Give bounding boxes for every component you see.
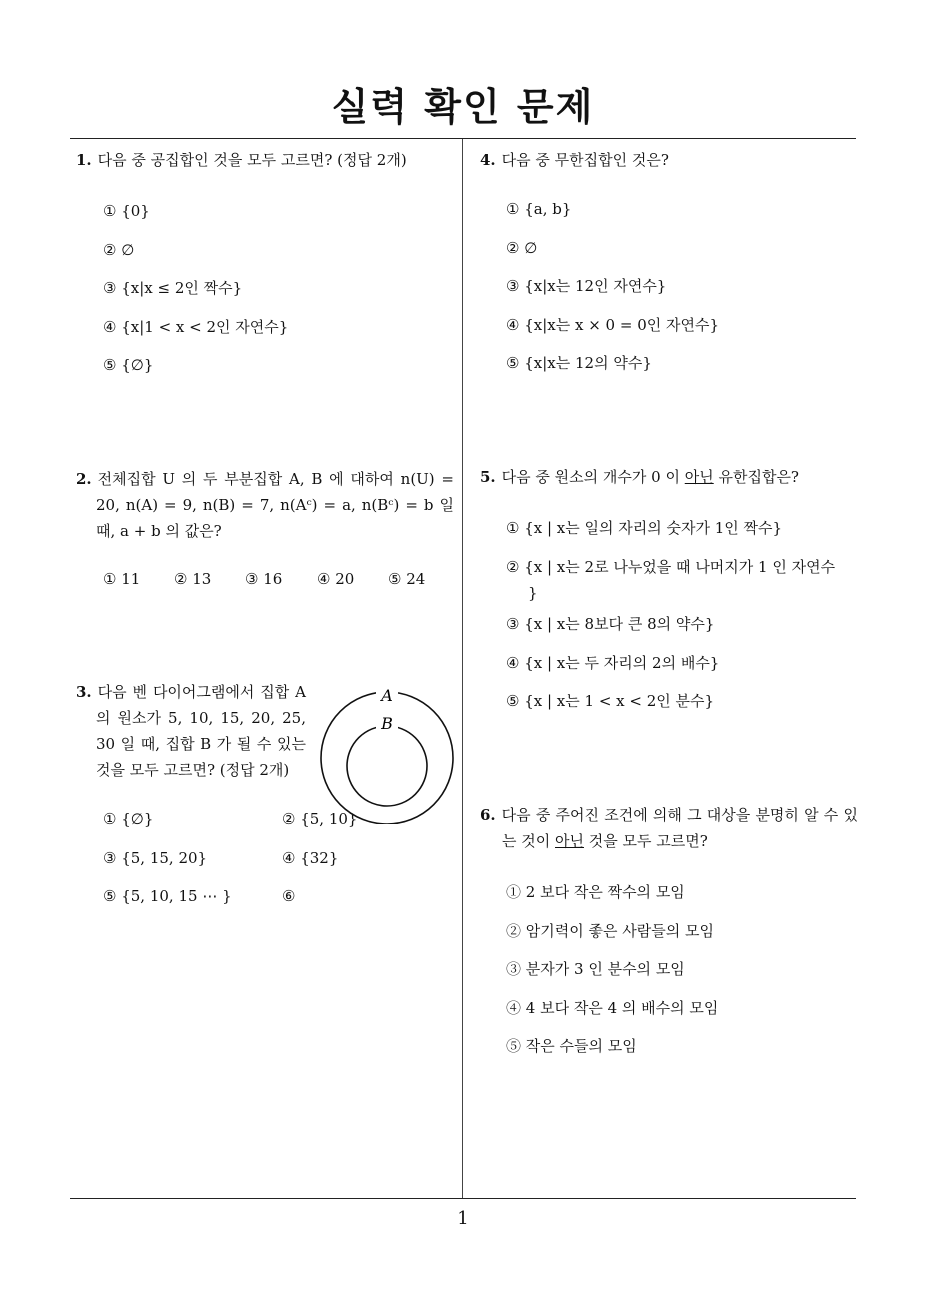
q2-choice-1[interactable]: ① 11	[103, 570, 141, 588]
q1-choice-5[interactable]: ⑤ {∅}	[103, 356, 154, 374]
q5-choice-2[interactable]: ② {x | x는 2로 나누었을 때 나머지가 1 인 자연수	[506, 558, 836, 576]
q4-choice-1[interactable]: ① {a, b}	[506, 200, 572, 218]
question-number: 6.	[480, 806, 496, 824]
question-stem: 전체집합 U 의 두 부분집합 A, B 에 대하여 n(U) = 20, n(A) = 9, n(B) = 7, n(Aᶜ) = a, n(Bᶜ) = b 일 때, a + b 의 값은?	[96, 470, 454, 540]
question-stem: 다음 중 무한집합인 것은?	[501, 151, 669, 169]
question-number: 3.	[76, 683, 92, 701]
q1-choice-3[interactable]: ③ {x|x ≤ 2인 짝수}	[103, 279, 243, 297]
question-5	[480, 464, 856, 490]
q6-choice-2[interactable]: ② 암기력이 좋은 사람들의 모임	[506, 922, 714, 940]
q5-choice-4[interactable]: ④ {x | x는 두 자리의 2의 배수}	[506, 654, 720, 672]
q3-choice-3[interactable]: ③ {5, 15, 20}	[103, 849, 208, 867]
venn-label-a: A	[381, 686, 393, 705]
column-divider	[462, 139, 463, 1199]
question-1	[76, 147, 456, 173]
q5-choice-1[interactable]: ① {x | x는 일의 자리의 숫자가 1인 짝수}	[506, 519, 783, 537]
question-number: 1.	[76, 151, 92, 169]
q4-choice-3[interactable]: ③ {x|x는 12인 자연수}	[506, 277, 667, 295]
q2-choice-4[interactable]: ④ 20	[317, 570, 355, 588]
q6-choice-4[interactable]: ④ 4 보다 작은 4 의 배수의 모임	[506, 999, 719, 1017]
q5-choice-5[interactable]: ⑤ {x | x는 1 < x < 2인 분수}	[506, 692, 715, 710]
q4-choice-5[interactable]: ⑤ {x|x는 12의 약수}	[506, 354, 652, 372]
bottom-rule	[70, 1198, 856, 1199]
venn-diagram	[316, 680, 460, 824]
question-stem-end: 유한집합은?	[713, 468, 799, 486]
q5-choice-3[interactable]: ③ {x | x는 8보다 큰 8의 약수}	[506, 615, 715, 633]
q2-choice-3[interactable]: ③ 16	[245, 570, 283, 588]
question-stem: 다음 중 원소의 개수가 0 이	[501, 468, 685, 486]
top-rule	[70, 138, 856, 139]
question-4	[480, 147, 856, 173]
question-stem-end: 것을 모두 고르면?	[584, 832, 708, 850]
q3-choice-5[interactable]: ⑤ {5, 10, 15 ⋯ }	[103, 887, 232, 905]
question-number: 5.	[480, 468, 496, 486]
q3-choice-6[interactable]: ⑥	[282, 887, 296, 905]
q1-choice-4[interactable]: ④ {x|1 < x < 2인 자연수}	[103, 318, 289, 336]
question-2	[76, 466, 454, 544]
question-6	[480, 802, 858, 854]
q6-choice-5[interactable]: ⑤ 작은 수들의 모임	[506, 1037, 637, 1055]
venn-circle-b	[347, 726, 427, 806]
q2-choice-2[interactable]: ② 13	[174, 570, 212, 588]
question-3	[76, 679, 306, 783]
question-stem: 다음 중 주어진 조건에 의해 그 대상을 분명히 알 수 있는 것이	[501, 806, 858, 850]
q3-choice-4[interactable]: ④ {32}	[282, 849, 339, 867]
venn-label-b: B	[381, 714, 393, 733]
q3-choice-1[interactable]: ① {∅}	[103, 810, 154, 828]
q2-choice-5[interactable]: ⑤ 24	[388, 570, 426, 588]
q5-choice-2-cont: }	[528, 584, 538, 602]
question-number: 2.	[76, 470, 92, 488]
page-number: 1	[457, 1208, 469, 1229]
question-stem: 다음 중 공집합인 것을 모두 고르면? (정답 2개)	[97, 151, 407, 169]
q4-choice-4[interactable]: ④ {x|x는 x × 0 = 0인 자연수}	[506, 316, 720, 334]
q6-choice-3[interactable]: ③ 분자가 3 인 분수의 모임	[506, 960, 685, 978]
underlined-word: 아닌	[555, 832, 584, 850]
q4-choice-2[interactable]: ② ∅	[506, 239, 538, 257]
question-number: 4.	[480, 151, 496, 169]
q6-choice-1[interactable]: ① 2 보다 작은 짝수의 모임	[506, 883, 685, 901]
question-stem: 다음 벤 다이어그램에서 집합 A 의 원소가 5, 10, 15, 20, 25, 30 일 때, 집합 B 가 될 수 있는 것을 모두 고르면? (정답 2개)	[96, 683, 306, 779]
q1-choice-2[interactable]: ② ∅	[103, 241, 135, 259]
page-title: 실력 확인 문제	[331, 85, 595, 129]
venn-circle-a	[321, 692, 453, 824]
underlined-word: 아닌	[684, 468, 714, 486]
q3-choice-2[interactable]: ② {5, 10}	[282, 810, 358, 828]
q1-choice-1[interactable]: ① {0}	[103, 202, 150, 220]
